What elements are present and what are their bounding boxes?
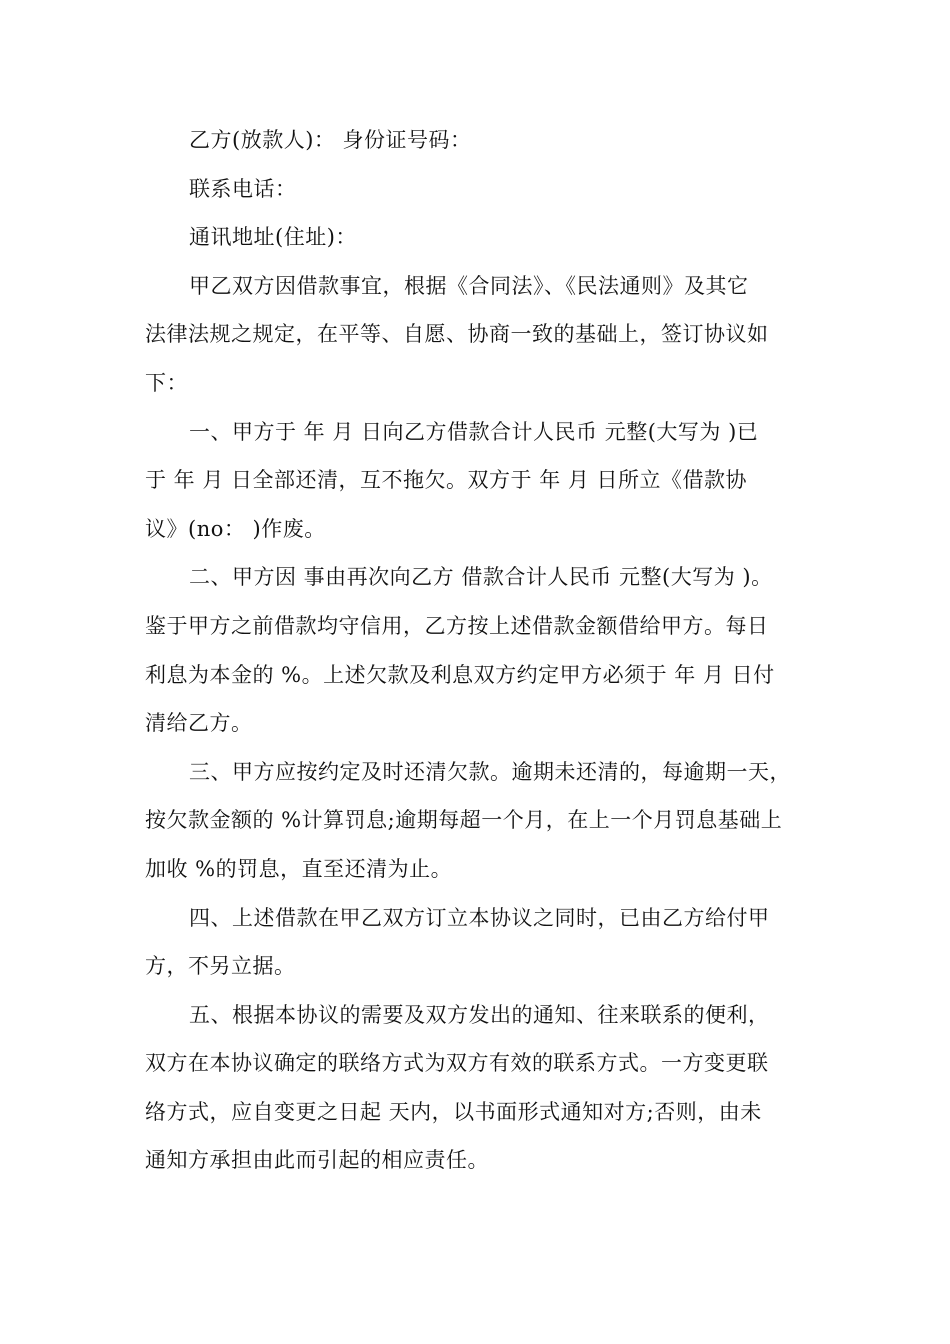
text-line: 甲乙双方因借款事宜，根据《合同法》、《民法通则》及其它	[189, 273, 749, 298]
text-line: 利息为本金的 %。上述欠款及利息双方约定甲方必须于 年 月 日付	[145, 662, 775, 687]
text-line: 一、甲方于 年 月 日向乙方借款合计人民币 元整(大写为 )已	[189, 419, 759, 444]
text-line: 方，不另立据。	[145, 954, 296, 979]
text-line: 乙方(放款人)： 身份证号码：	[189, 128, 472, 152]
text-line: 四、上述借款在甲乙双方订立本协议之同时，已由乙方给付甲	[189, 905, 770, 930]
text-line: 按欠款金额的 %计算罚息;逾期每超一个月，在上一个月罚息基础上	[145, 808, 783, 833]
text-line: 络方式，应自变更之日起 天内，以书面形式通知对方;否则，由未	[145, 1099, 762, 1124]
document-body	[145, 116, 815, 1185]
text-line: 三、甲方应按约定及时还清欠款。逾期未还清的，每逾期一天，	[189, 759, 791, 784]
text-line: 清给乙方。	[145, 711, 253, 736]
text-line: 通讯地址(住址)：	[189, 225, 357, 250]
text-line: 于 年 月 日全部还清，互不拖欠。双方于 年 月 日所立《借款协	[145, 468, 748, 493]
text-line: 双方在本协议确定的联络方式为双方有效的联系方式。一方变更联	[145, 1051, 769, 1076]
text-line: 议》(no： )作废。	[145, 516, 326, 541]
text-line: 通知方承担由此而引起的相应责任。	[145, 1148, 489, 1173]
text-line: 加收 %的罚息，直至还清为止。	[145, 856, 453, 881]
text-line: 鉴于甲方之前借款均守信用，乙方按上述借款金额借给甲方。每日	[145, 613, 769, 638]
text-line: 二、甲方因 事由再次向乙方 借款合计人民币 元整(大写为 )。	[189, 565, 773, 590]
text-line: 五、根据本协议的需要及双方发出的通知、往来联系的便利，	[189, 1002, 770, 1027]
text-line: 联系电话：	[189, 176, 297, 201]
text-line: 法律法规之规定，在平等、自愿、协商一致的基础上，签订协议如	[145, 322, 769, 347]
text-line: 下：	[145, 370, 188, 395]
